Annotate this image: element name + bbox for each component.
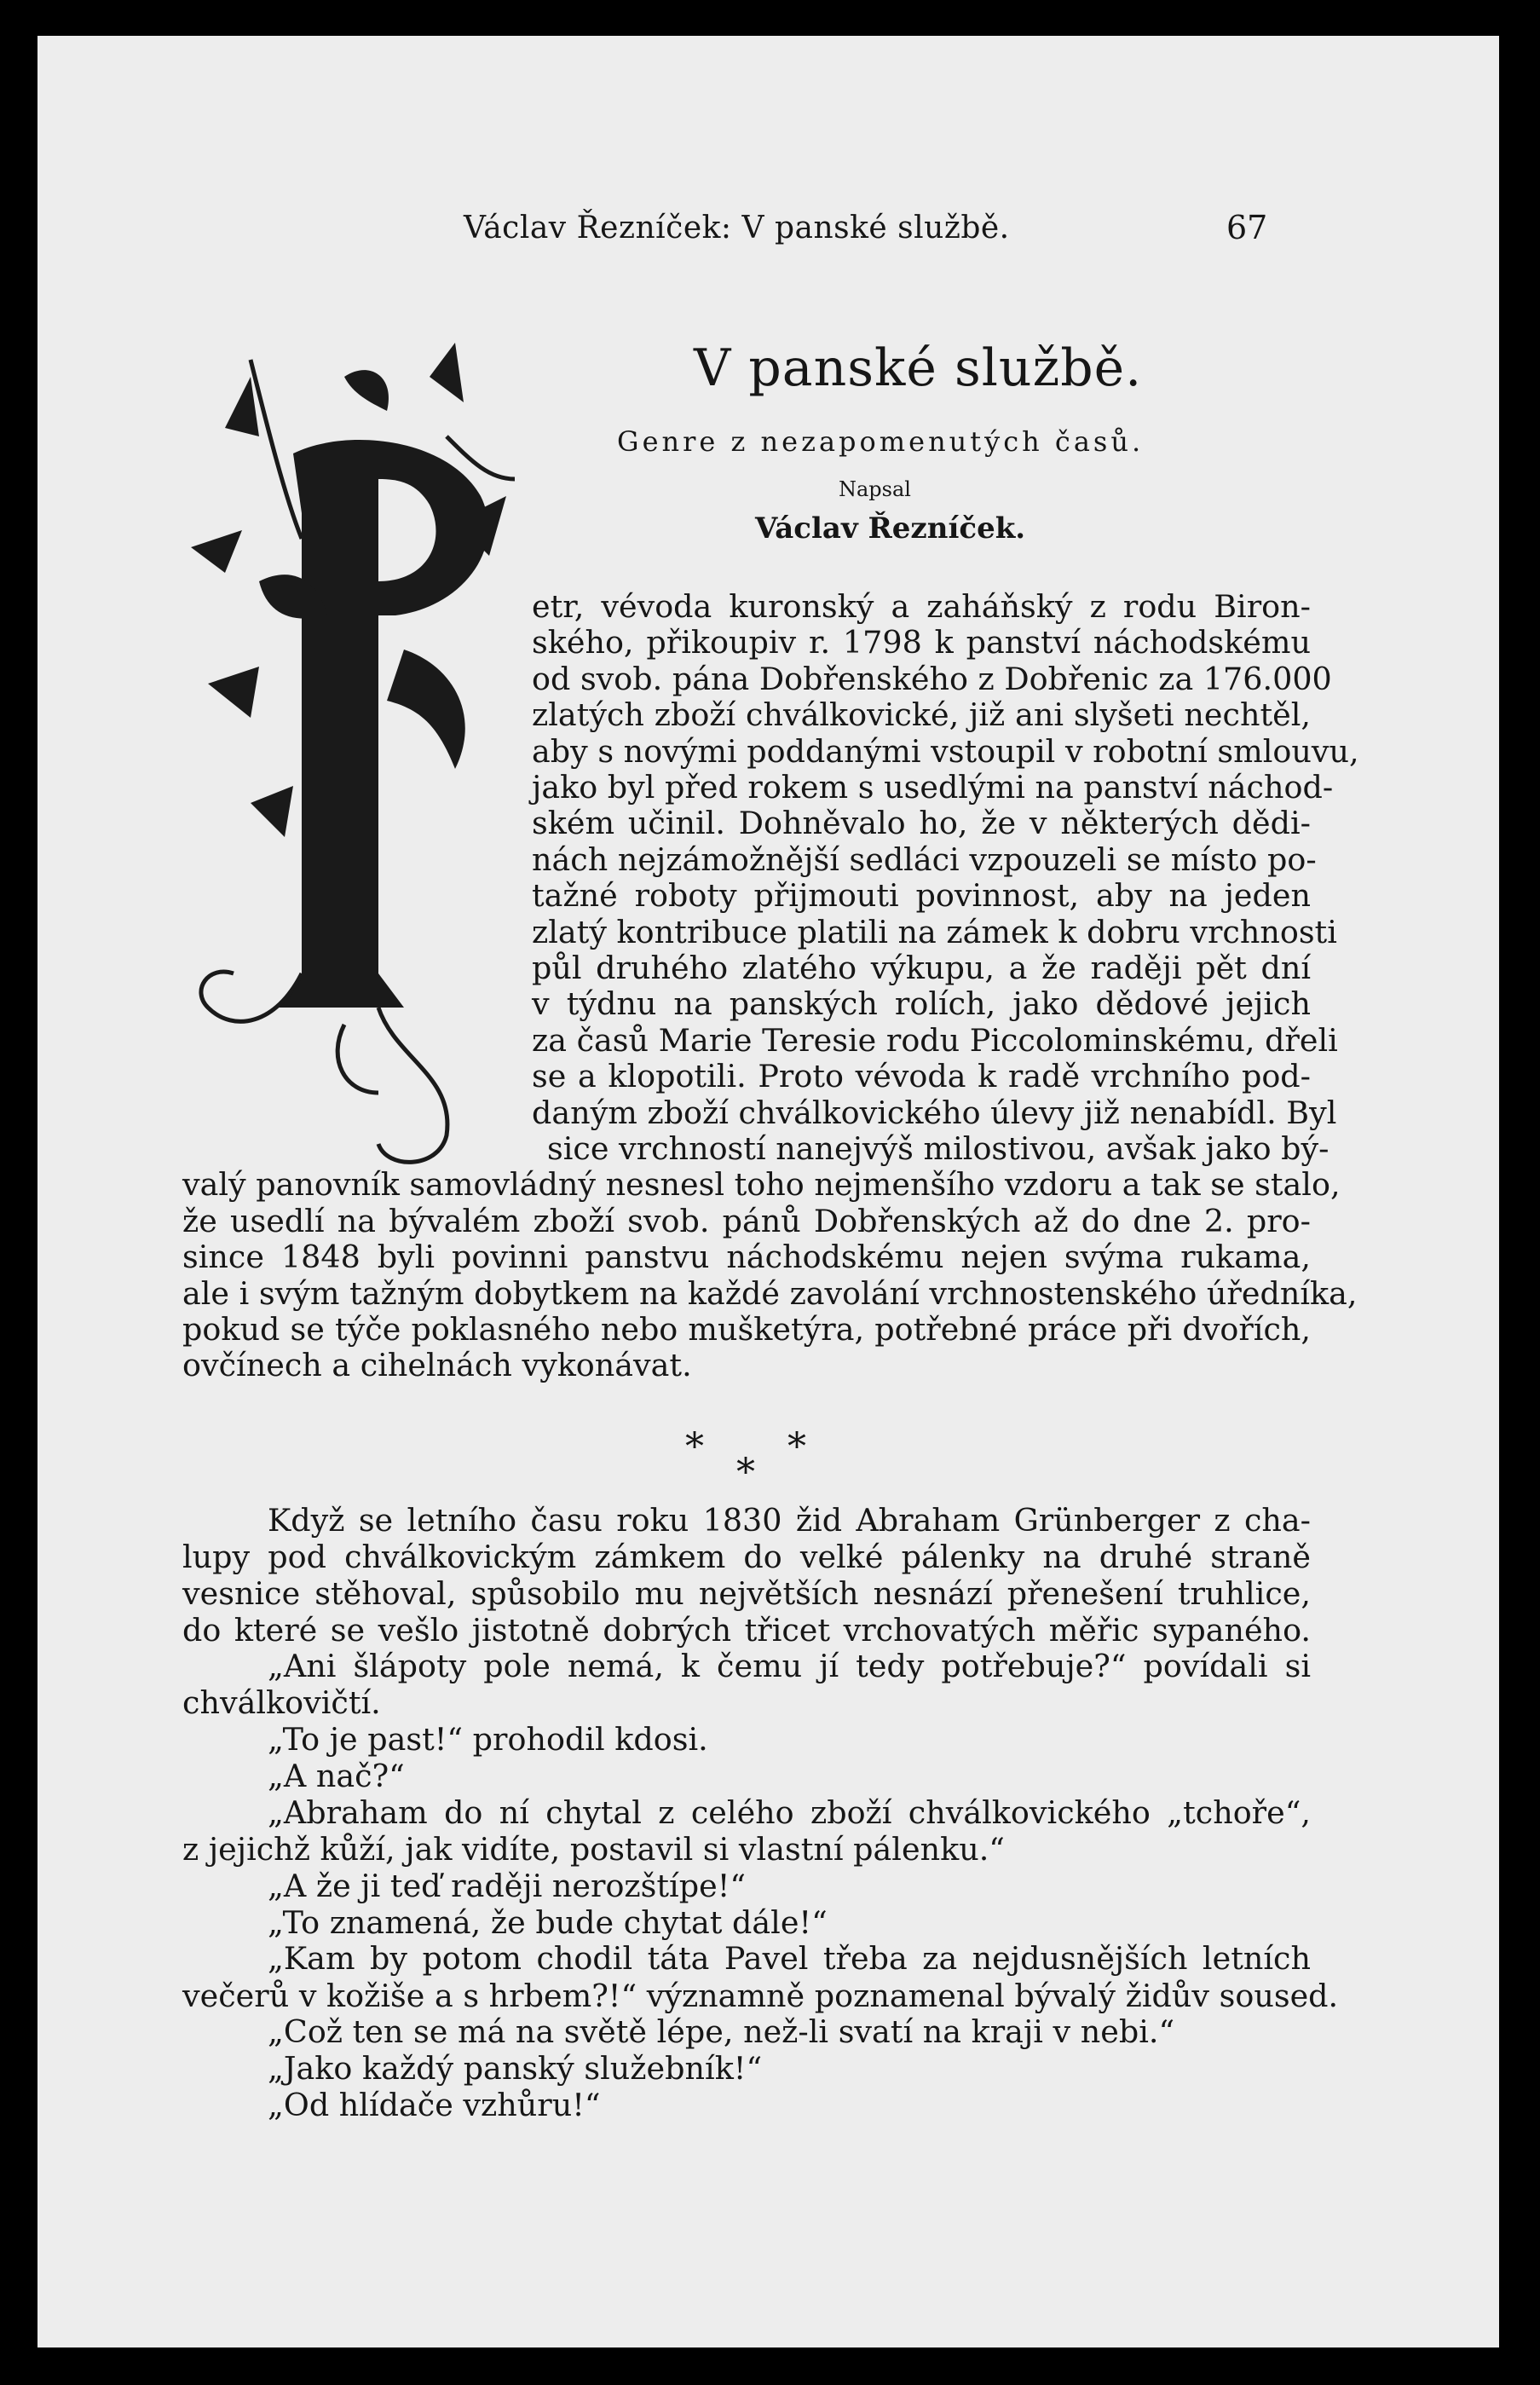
- author-name: Václav Řezníček.: [755, 511, 1026, 546]
- separator-star: *: [736, 1451, 755, 1494]
- text-line: „To znamená, že bude chytat dále!“: [268, 1904, 828, 1941]
- text-line: lupy pod chválkovickým zámkem do velké pálenky na druhé straně: [182, 1539, 1311, 1575]
- text-line: ovčínech a cihelnách vykonávat.: [182, 1347, 692, 1384]
- text-line: since 1848 byli povinni panstvu náchodskému nejen svýma rukama,: [182, 1239, 1311, 1276]
- text-line: „Kam by potom chodil táta Pavel třeba za nejdusnějších letních: [268, 1940, 1311, 1977]
- text-line: „Od hlídače vzhůru!“: [268, 2087, 601, 2123]
- text-line: pokud se týče poklasného nebo mušketýra, potřebné práce při dvořích,: [182, 1311, 1311, 1348]
- text-line: zlatý kontribuce platili na zámek k dobru vrchnosti: [532, 913, 1337, 950]
- text-line: „To je past!“ prohodil kdosi.: [268, 1721, 708, 1758]
- text-line: ském učinil. Dohněvalo ho, že v některých dědi-: [532, 805, 1311, 842]
- text-line: ského, přikoupiv r. 1798 k panství náchodskému: [532, 624, 1311, 661]
- text-line: ale i svým tažným dobytkem na každé zavolání vrchnostenského úředníka,: [182, 1274, 1358, 1312]
- text-line: chválkovičtí.: [182, 1684, 381, 1721]
- text-line: „Jako každý panský služebník!“: [268, 2050, 763, 2087]
- text-line: vesnice stěhoval, spůsobilo mu největších nesnází přenešení truhlice,: [182, 1575, 1311, 1612]
- section-separator: [651, 1425, 839, 1502]
- text-line: daným zboží chválkovického úlevy již nenabídl. Byl: [532, 1094, 1337, 1131]
- text-line: od svob. pána Dobřenského z Dobřenic za 176.000: [532, 660, 1332, 697]
- text-line: „A že ji teď raději nerozštípe!“: [268, 1868, 747, 1904]
- text-line: za časů Marie Teresie rodu Piccolominskému, dřeli: [532, 1021, 1338, 1059]
- text-line: do které se vešlo jistotně dobrých třicet vrchovatých měřic sypaného.: [182, 1612, 1311, 1649]
- decorated-initial-p-illustration: [174, 326, 532, 1178]
- text-line: etr, vévoda kuronský a zaháňský z rodu Biron-: [532, 588, 1311, 625]
- text-line: Když se letního času roku 1830 žid Abraham Grünberger z cha-: [268, 1502, 1311, 1539]
- text-line: z jejichž kůží, jak vidíte, postavil si vlastní pálenku.“: [182, 1831, 1005, 1868]
- separator-star: *: [685, 1425, 704, 1469]
- running-head: Václav Řezníček: V panské službě.: [464, 211, 1010, 245]
- text-line: „Což ten se má na světě lépe, než-li svatí na kraji v nebi.“: [268, 2013, 1175, 2050]
- text-line: že usedlí na bývalém zboží svob. pánů Dobřenských až do dne 2. pro-: [182, 1202, 1311, 1239]
- text-line: „Abraham do ní chytal z celého zboží chválkovického „tchoře“,: [268, 1794, 1311, 1831]
- text-line: nách nejzámožnější sedláci vzpouzeli se místo po-: [532, 840, 1317, 878]
- story-subtitle: Genre z nezapomenutých časů.: [617, 425, 1145, 458]
- story-title: V panské službě.: [694, 338, 1143, 398]
- byline-label: Napsal: [839, 477, 911, 501]
- text-line: půl druhého zlatého výkupu, a že raději pět dní: [532, 950, 1311, 986]
- text-line: „A nač?“: [268, 1758, 405, 1794]
- text-line: „Ani šlápoty pole nemá, k čemu jí tedy potřebuje?“ povídali si: [268, 1648, 1311, 1684]
- text-line: tažné roboty přijmouti povinnost, aby na jeden: [532, 877, 1311, 915]
- separator-star: *: [787, 1425, 806, 1469]
- book-page: [37, 36, 1499, 2347]
- text-line: zlatých zboží chválkovické, již ani slyšeti nechtěl,: [532, 696, 1311, 734]
- text-line: večerů v kožiše a s hrbem?!“ významně poznamenal bývalý židův soused.: [182, 1978, 1339, 2014]
- text-line: se a klopotili. Proto vévoda k radě vrchního pod-: [532, 1058, 1311, 1095]
- text-line: jako byl před rokem s usedlými na panství náchod-: [532, 769, 1334, 806]
- text-line: valý panovník samovládný nesnesl toho nejmenšího vzdoru a tak se stalo,: [182, 1166, 1341, 1204]
- text-line: sice vrchností nanejvýš milostivou, avšak jako bý-: [547, 1130, 1329, 1167]
- text-line: aby s novými poddanými vstoupil v robotní smlouvu,: [532, 732, 1359, 770]
- page-number: 67: [1226, 209, 1268, 246]
- text-line: v týdnu na panských rolích, jako dědové jejich: [532, 985, 1311, 1023]
